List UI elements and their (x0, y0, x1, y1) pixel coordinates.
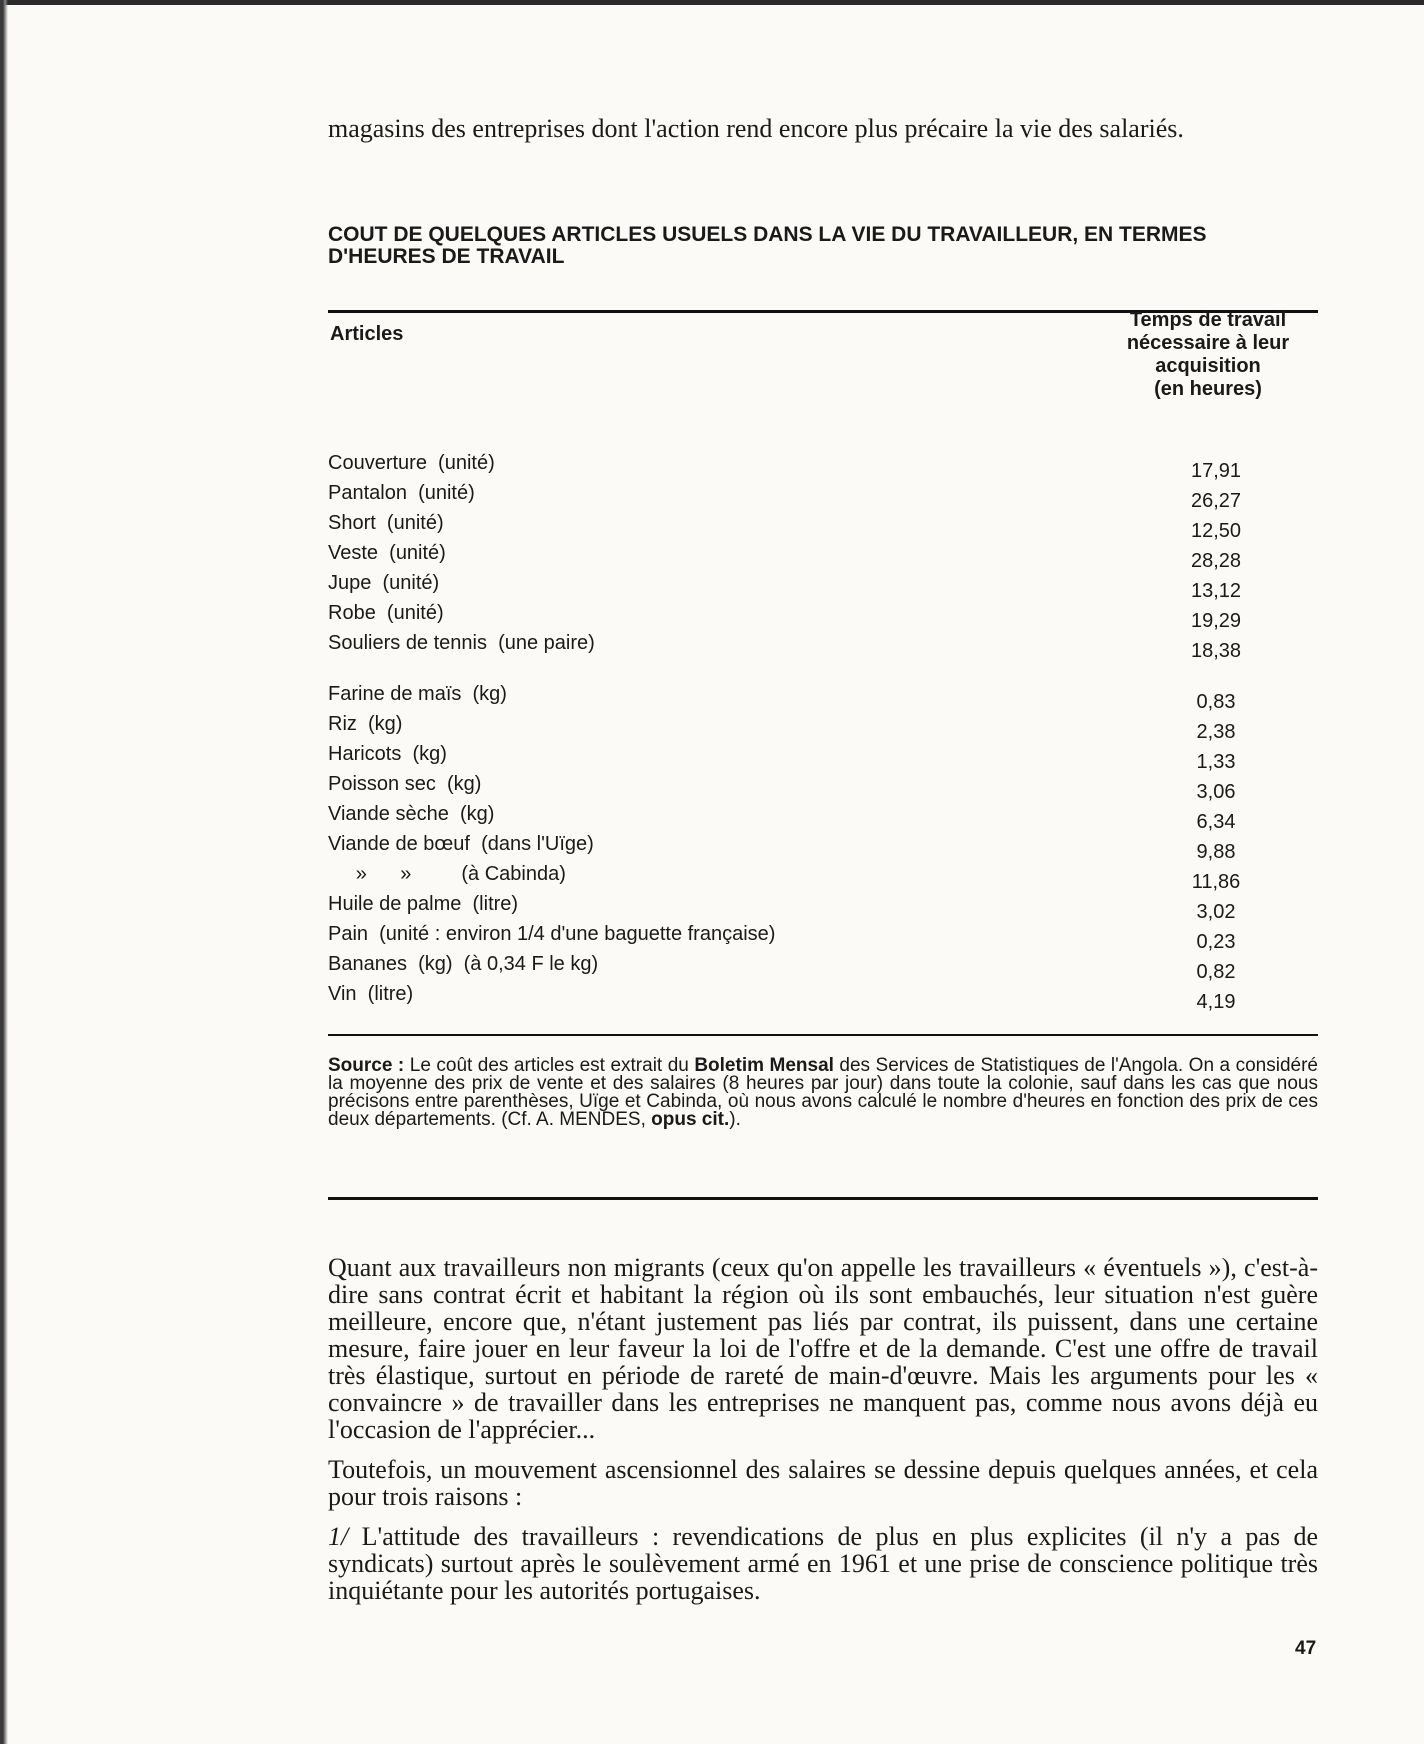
hours-value: 2,38 (1196, 721, 1236, 743)
column-header-time-line: acquisition (1155, 355, 1261, 377)
hours-value: 18,38 (1190, 640, 1242, 662)
article-label: Jupe (unité) (328, 572, 440, 594)
article-label: Viande de bœuf (dans l'Uïge) (328, 833, 594, 855)
column-header-articles: Articles (330, 323, 404, 345)
list-number: 1/ (328, 1522, 349, 1551)
article-label: Vin (litre) (328, 983, 414, 1005)
source-text: des Services de Statistiques de l'Angola. On a considéré la moyenne des prix de vente et des salaires (8 heures par jour) dans toute la colonie, sauf dans les cas que nous précisons entre parenthèses, Uïge et Cabinda, où nous avons calculé le nombre d'heures en fonction des prix de ces deux départements. (Cf. A. MENDES, (328, 1055, 1318, 1130)
table-row (328, 572, 1318, 602)
column-header-time-line: nécessaire à leur (1126, 332, 1290, 354)
hours-value: 6,34 (1196, 811, 1236, 833)
article-label: » » (à Cabinda) (328, 863, 566, 885)
hours-value: 19,29 (1190, 610, 1242, 632)
source-citation: opus cit. (651, 1109, 730, 1130)
article-label: Veste (unité) (328, 542, 446, 564)
hours-value: 17,91 (1190, 460, 1242, 482)
article-label: Short (unité) (328, 512, 444, 534)
hours-value: 12,50 (1190, 520, 1242, 542)
table-row (328, 893, 1318, 923)
table-row (328, 923, 1318, 953)
table-row (328, 773, 1318, 803)
table-row (328, 482, 1318, 512)
table-row (328, 542, 1318, 572)
table-bottom-rule (328, 1034, 1318, 1036)
article-label: Bananes (kg) (à 0,34 F le kg) (328, 953, 599, 975)
table-title: COUT DE QUELQUES ARTICLES USUELS DANS LA VIE DU TRAVAILLEUR, EN TERMES D'HEURES DE TRAVAIL (328, 223, 1207, 268)
page-content (328, 114, 1318, 1605)
column-header-time (1098, 309, 1318, 401)
article-label: Haricots (kg) (328, 743, 447, 765)
table-row (328, 452, 1318, 482)
hours-value: 11,86 (1191, 871, 1241, 893)
source-label: Source (328, 1055, 393, 1076)
source-separator: : (392, 1055, 410, 1076)
hours-value: 3,06 (1196, 781, 1236, 803)
page-number: 47 (1295, 1638, 1317, 1659)
hours-value: 0,82 (1196, 961, 1236, 983)
table-row (328, 983, 1318, 1013)
table-body (328, 452, 1318, 1013)
paragraph: Quant aux travailleurs non migrants (ceux qu'on appelle les travailleurs « éventuels »), c'est-à-dire sans contrat écrit et habitant la région où ils sont embauchés, leur situation n'est guère meilleure, encore que, n'étant justement pas liés par contrat, ils puissent, dans une certaine mesure, faire jouer en leur faveur la loi de l'offre et de la demande. C'est une offre de travail très élastique, surtout en période de rareté de main-d'œuvre. Mais les arguments pour les « convaincre » de travailler dans les entreprises ne manquent pas, comme nous avons déjà eu l'occasion de l'apprécier... (328, 1253, 1318, 1444)
source-text: Le coût des articles est extrait du (409, 1055, 695, 1076)
hours-value: 3,02 (1196, 901, 1236, 923)
table-group-clothing (328, 452, 1318, 662)
paragraph (328, 1523, 1318, 1604)
hours-value: 0,83 (1196, 691, 1236, 713)
scan-top-edge (0, 0, 1424, 5)
table-row (328, 953, 1318, 983)
source-note (328, 1057, 1318, 1129)
intro-paragraph: magasins des entreprises dont l'action rend encore plus précaire la vie des salariés. (328, 114, 1184, 143)
column-header-time-line: Temps de travail (1129, 309, 1287, 331)
article-label: Huile de palme (litre) (328, 893, 519, 915)
table-group-food (328, 683, 1318, 1013)
hours-value: 28,28 (1190, 550, 1242, 572)
article-label: Pain (unité : environ 1/4 d'une baguette française) (328, 923, 776, 945)
column-header-time-line: (en heures) (1154, 378, 1262, 400)
source-text: ). (729, 1109, 741, 1130)
hours-value: 26,27 (1190, 490, 1242, 512)
table-row (328, 743, 1318, 773)
table-row (328, 683, 1318, 713)
article-label: Farine de maïs (kg) (328, 683, 507, 705)
hours-value: 13,12 (1190, 580, 1242, 602)
article-label: Couverture (unité) (328, 452, 495, 474)
article-label: Poisson sec (kg) (328, 773, 482, 795)
article-label: Viande sèche (kg) (328, 803, 495, 825)
table-row (328, 512, 1318, 542)
hours-value: 9,88 (1196, 841, 1236, 863)
hours-value: 0,23 (1196, 931, 1236, 953)
table-row (328, 863, 1318, 893)
table-row (328, 833, 1318, 863)
table-row (328, 632, 1318, 662)
article-label: Souliers de tennis (une paire) (328, 632, 595, 654)
scan-left-edge (0, 0, 8, 1744)
body-text (328, 1254, 1318, 1617)
table-row (328, 602, 1318, 632)
hours-value: 1,33 (1196, 751, 1236, 773)
paragraph-text: L'attitude des travailleurs : revendications de plus en plus explicites (il n'y a pas de syndicats) surtout après le soulèvement armé en 1961 et une prise de conscience politique très inquiétante pour les autorités portugaises. (328, 1522, 1318, 1605)
hours-value: 4,19 (1196, 991, 1236, 1013)
article-label: Robe (unité) (328, 602, 444, 624)
table-row (328, 713, 1318, 743)
source-bottom-rule (328, 1197, 1318, 1200)
article-label: Riz (kg) (328, 713, 403, 735)
table-row (328, 803, 1318, 833)
article-label: Pantalon (unité) (328, 482, 475, 504)
paragraph: Toutefois, un mouvement ascensionnel des salaires se dessine depuis quelques années, et cela pour trois raisons : (328, 1455, 1318, 1511)
source-publication: Boletim Mensal (694, 1055, 834, 1076)
